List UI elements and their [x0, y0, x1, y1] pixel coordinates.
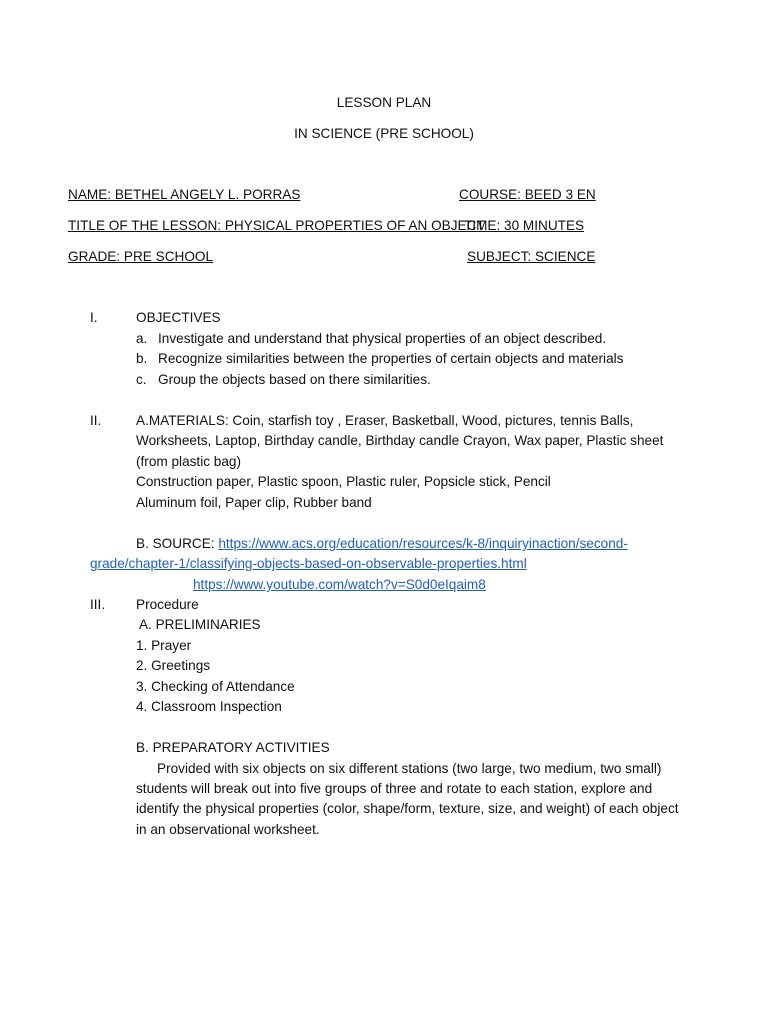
source-link-acs[interactable]: https://www.acs.org/education/resources/k-8/inquiryinaction/second-: [218, 536, 628, 551]
materials-line: A.MATERIALS: Coin, starfish toy , Eraser, Basketball, Wood, pictures, tennis Balls,: [136, 413, 634, 428]
source-link-youtube[interactable]: https://www.youtube.com/watch?v=S0d0eIqaim8: [193, 577, 486, 592]
time-field: TIME: 30 MINUTES: [464, 218, 585, 233]
name-field: NAME: BETHEL ANGELY L. PORRAS: [68, 187, 301, 202]
preliminaries-heading: A. PRELIMINARIES: [139, 617, 261, 632]
objective-marker: c.: [136, 372, 147, 387]
preliminary-item: 3. Checking of Attendance: [136, 679, 295, 694]
preparatory-paragraph-line: identify the physical properties (color, shape/form, texture, size, and weight) of each object: [136, 801, 679, 816]
objectives-heading: OBJECTIVES: [136, 310, 221, 325]
document-title: LESSON PLAN: [336, 95, 432, 110]
objective-marker: a.: [136, 331, 148, 346]
lesson-title-field: TITLE OF THE LESSON: PHYSICAL PROPERTIES OF AN OBJECT: [68, 218, 485, 233]
preliminary-item: 2. Greetings: [136, 658, 211, 673]
materials-line: Worksheets, Laptop, Birthday candle, Birthday candle Crayon, Wax paper, Plastic sheet: [136, 433, 664, 448]
source-label: B. SOURCE:: [136, 536, 219, 551]
objective-marker: b.: [136, 351, 148, 366]
section-numeral-procedure: III.: [90, 597, 106, 612]
document-subtitle: IN SCIENCE (PRE SCHOOL): [294, 126, 474, 141]
objective-item: Recognize similarities between the properties of certain objects and materials: [158, 351, 624, 366]
preparatory-heading: B. PREPARATORY ACTIVITIES: [136, 740, 330, 755]
source-row: [136, 535, 628, 553]
materials-line: (from plastic bag): [136, 454, 242, 469]
subject-field: SUBJECT: SCIENCE: [467, 249, 596, 264]
objective-item: Group the objects based on there similarities.: [158, 372, 431, 387]
objective-item: Investigate and understand that physical properties of an object described.: [158, 331, 607, 346]
course-field: COURSE: BEED 3 EN: [459, 187, 596, 202]
section-numeral-objectives: I.: [90, 310, 98, 325]
preparatory-paragraph-line: Provided with six objects on six different stations (two large, two medium, two small): [157, 761, 662, 776]
preliminary-item: 1. Prayer: [136, 638, 192, 653]
grade-field: GRADE: PRE SCHOOL: [68, 249, 214, 264]
source-link-acs-continued[interactable]: grade/chapter-1/classifying-objects-based-on-observable-properties.html: [90, 556, 527, 571]
preparatory-paragraph-line: in an observational worksheet.: [136, 822, 320, 837]
preliminary-item: 4. Classroom Inspection: [136, 699, 282, 714]
preparatory-paragraph-line: students will break out into five groups of three and rotate to each station, explore and: [136, 781, 653, 796]
section-numeral-materials: II.: [90, 413, 102, 428]
materials-line: Aluminum foil, Paper clip, Rubber band: [136, 495, 372, 510]
procedure-heading: Procedure: [136, 597, 199, 612]
materials-line: Construction paper, Plastic spoon, Plastic ruler, Popsicle stick, Pencil: [136, 474, 551, 489]
